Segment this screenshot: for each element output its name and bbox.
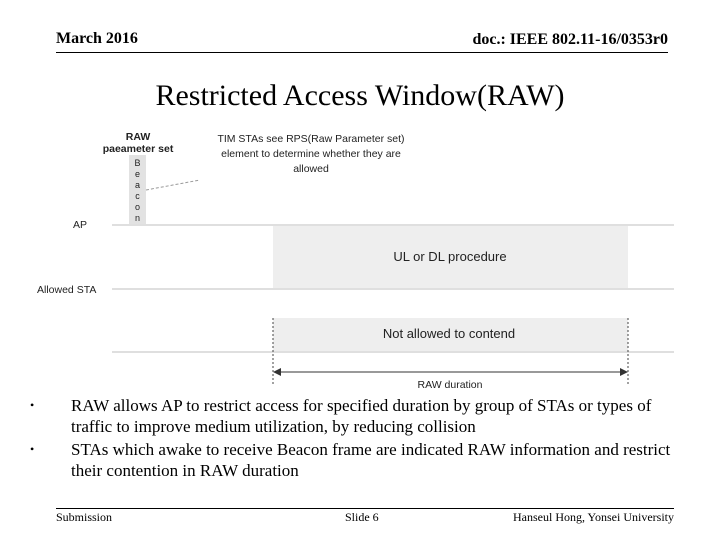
allowed-sta-label: Allowed STA — [37, 284, 97, 296]
slide-title: Restricted Access Window(RAW) — [155, 79, 565, 112]
raw-param-label-line2: paeameter set — [102, 143, 174, 155]
ul-dl-procedure-label: UL or DL procedure — [393, 249, 507, 264]
footer-author: Hanseul Hong, Yonsei University — [513, 510, 674, 524]
tim-note-line3: allowed — [293, 163, 329, 175]
beacon-pointer-line — [146, 180, 200, 190]
beacon-letter: e — [134, 169, 141, 179]
tim-note-line1: TIM STAs see RPS(Raw Parameter set) — [217, 133, 405, 145]
bullet-list — [30, 395, 680, 483]
not-allowed-label: Not allowed to contend — [382, 326, 516, 341]
bullet-marker: • — [30, 442, 35, 456]
bullet-text: STAs which awake to receive Beacon frame are indicated RAW information and restrict their contention in RAW duration — [71, 440, 671, 480]
beacon-letter: a — [134, 180, 141, 190]
arrow-right-icon — [620, 368, 628, 376]
beacon-letter: o — [134, 202, 141, 212]
raw-duration-label: RAW duration — [417, 379, 483, 391]
bullet-text: RAW allows AP to restrict access for specified duration by group of STAs or types of traffic to improve medium utilization, by reducing collision — [71, 396, 652, 436]
arrow-left-icon — [273, 368, 281, 376]
ap-label: AP — [73, 219, 88, 231]
beacon-letter: B — [134, 158, 141, 168]
beacon-letter: c — [135, 191, 140, 201]
tim-note-line2: element to determine whether they are — [221, 148, 401, 160]
footer-divider — [56, 508, 674, 509]
footer-slide-number: Slide 6 — [345, 510, 379, 524]
raw-param-label-line1: RAW — [125, 131, 151, 143]
raw-timing-diagram — [0, 118, 720, 394]
bullet-item — [30, 395, 680, 437]
header-doc-id: doc.: IEEE 802.11-16/0353r0 — [472, 31, 668, 48]
bullet-marker: • — [30, 398, 35, 412]
footer-submission: Submission — [56, 510, 113, 524]
header-date: March 2016 — [56, 30, 138, 47]
bullet-item — [30, 439, 680, 481]
header-divider — [56, 52, 668, 53]
beacon-letter: n — [134, 213, 141, 223]
